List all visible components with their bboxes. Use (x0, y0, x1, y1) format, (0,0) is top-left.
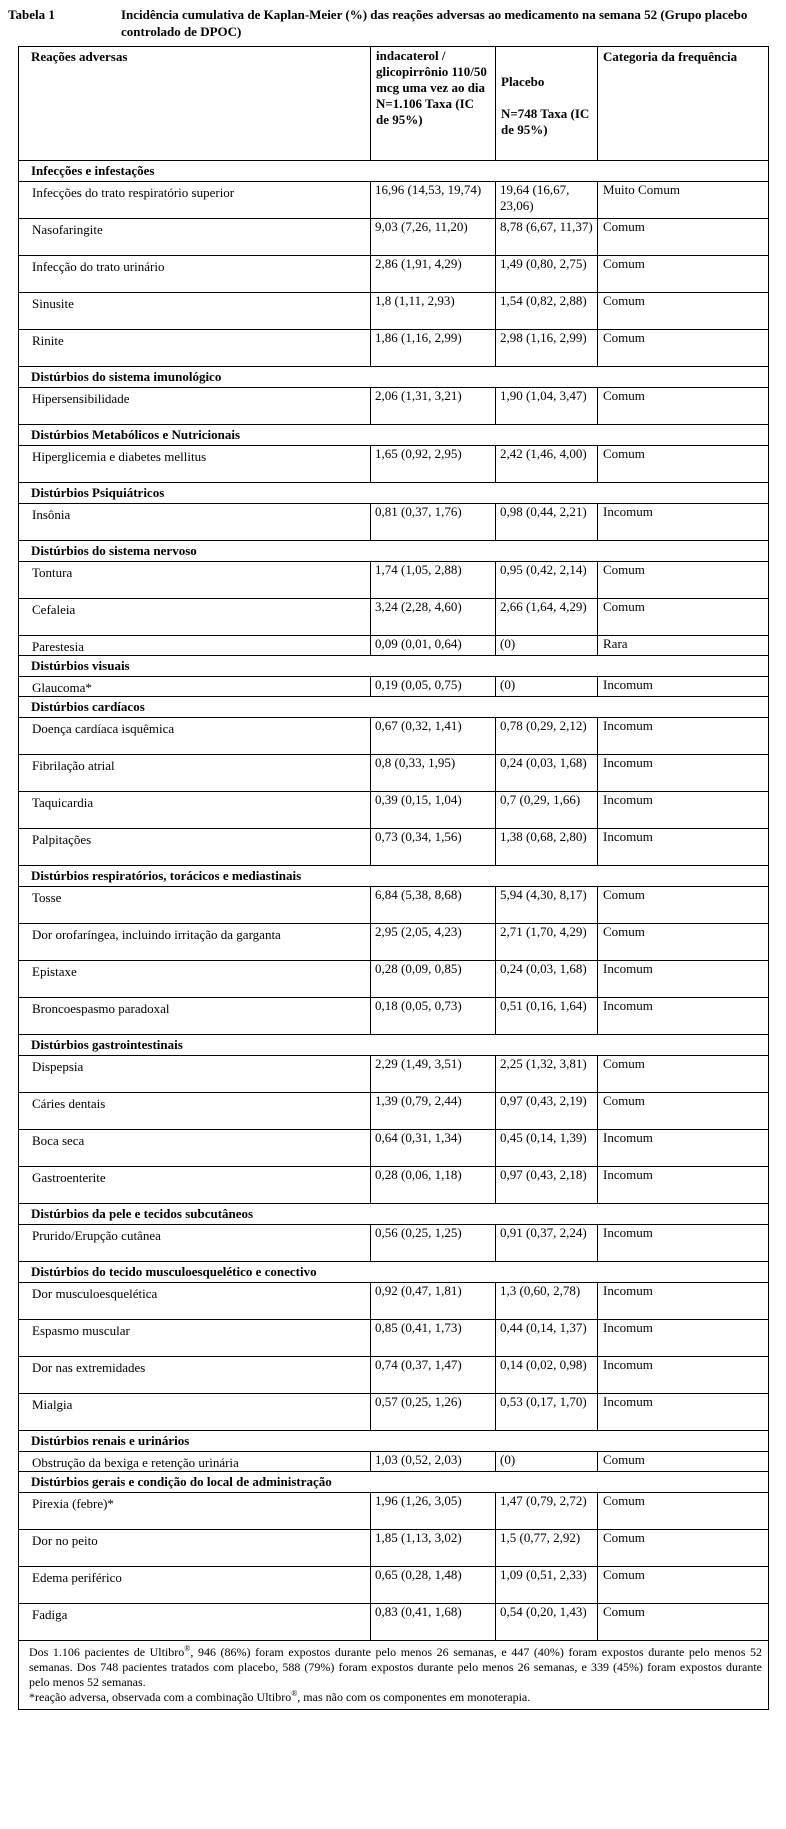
table-row (19, 755, 769, 792)
table-row (19, 961, 769, 998)
section-heading: Distúrbios respiratórios, torácicos e mediastinais (19, 866, 769, 887)
placebo-rate-cell: 0,91 (0,37, 2,24) (496, 1225, 598, 1262)
section-heading: Distúrbios da pele e tecidos subcutâneos (19, 1204, 769, 1225)
placebo-rate-cell: 0,97 (0,43, 2,19) (496, 1093, 598, 1130)
table-row (19, 1604, 769, 1641)
indacaterol-rate-cell: 3,24 (2,28, 4,60) (371, 599, 496, 636)
table-title: Incidência cumulativa de Kaplan-Meier (%) das reações adversas ao medicamento na semana 52 (Grupo placebo controlado de DPOC) (121, 7, 748, 39)
frequency-category-cell: Incomum (598, 1320, 769, 1357)
section-row (19, 425, 769, 446)
indacaterol-rate-cell: 0,83 (0,41, 1,68) (371, 1604, 496, 1641)
table-row (19, 256, 769, 293)
frequency-category-cell: Comum (598, 1604, 769, 1641)
placebo-rate-cell: 1,54 (0,82, 2,88) (496, 293, 598, 330)
adverse-reaction-cell: Hipersensibilidade (19, 388, 371, 425)
frequency-category-cell: Comum (598, 562, 769, 599)
adverse-reaction-cell: Obstrução da bexiga e retenção urinária (19, 1452, 371, 1472)
table-row (19, 1567, 769, 1604)
adverse-reaction-cell: Fibrilação atrial (19, 755, 371, 792)
adverse-reaction-cell: Espasmo muscular (19, 1320, 371, 1357)
placebo-rate-cell: 0,44 (0,14, 1,37) (496, 1320, 598, 1357)
frequency-category-cell: Comum (598, 1493, 769, 1530)
indacaterol-rate-cell: 0,57 (0,25, 1,26) (371, 1394, 496, 1431)
table-row (19, 219, 769, 256)
indacaterol-rate-cell: 0,85 (0,41, 1,73) (371, 1320, 496, 1357)
indacaterol-rate-cell: 2,95 (2,05, 4,23) (371, 924, 496, 961)
adverse-reaction-cell: Rinite (19, 330, 371, 367)
footnote-text-1: Dos 1.106 pacientes de Ultibro (29, 1645, 185, 1659)
placebo-rate-cell: 5,94 (4,30, 8,17) (496, 887, 598, 924)
section-row (19, 866, 769, 887)
frequency-category-cell: Comum (598, 924, 769, 961)
table-label: Tabela 1 (8, 7, 55, 22)
indacaterol-rate-cell: 0,65 (0,28, 1,48) (371, 1567, 496, 1604)
table-row (19, 1225, 769, 1262)
indacaterol-rate-cell: 0,92 (0,47, 1,81) (371, 1283, 496, 1320)
section-row (19, 697, 769, 718)
adverse-reaction-cell: Infecção do trato urinário (19, 256, 371, 293)
section-heading: Distúrbios do sistema nervoso (19, 541, 769, 562)
placebo-rate-cell: 0,98 (0,44, 2,21) (496, 504, 598, 541)
placebo-rate-cell: 1,09 (0,51, 2,33) (496, 1567, 598, 1604)
indacaterol-rate-cell: 2,29 (1,49, 3,51) (371, 1056, 496, 1093)
adverse-reaction-cell: Cáries dentais (19, 1093, 371, 1130)
indacaterol-rate-cell: 0,18 (0,05, 0,73) (371, 998, 496, 1035)
table-row (19, 829, 769, 866)
frequency-category-cell: Incomum (598, 998, 769, 1035)
frequency-category-cell: Incomum (598, 1167, 769, 1204)
frequency-category-cell: Incomum (598, 1225, 769, 1262)
table-row (19, 1493, 769, 1530)
adverse-reaction-cell: Infecções do trato respiratório superior (19, 182, 371, 219)
indacaterol-rate-cell: 0,39 (0,15, 1,04) (371, 792, 496, 829)
indacaterol-rate-cell: 0,56 (0,25, 1,25) (371, 1225, 496, 1262)
adverse-reaction-cell: Dor nas extremidades (19, 1357, 371, 1394)
section-heading: Distúrbios cardíacos (19, 697, 769, 718)
frequency-category-cell: Rara (598, 636, 769, 656)
table-footnote (19, 1641, 769, 1710)
placebo-rate-cell: 2,66 (1,64, 4,29) (496, 599, 598, 636)
frequency-category-cell: Comum (598, 1093, 769, 1130)
section-row (19, 483, 769, 504)
placebo-rate-cell: 0,24 (0,03, 1,68) (496, 961, 598, 998)
table-row (19, 446, 769, 483)
adverse-reaction-cell: Glaucoma* (19, 677, 371, 697)
placebo-rate-cell: 0,95 (0,42, 2,14) (496, 562, 598, 599)
table-row (19, 599, 769, 636)
table-row (19, 330, 769, 367)
frequency-category-cell: Comum (598, 330, 769, 367)
frequency-category-cell: Incomum (598, 677, 769, 697)
indacaterol-rate-cell: 1,39 (0,79, 2,44) (371, 1093, 496, 1130)
adverse-reaction-cell: Hiperglicemia e diabetes mellitus (19, 446, 371, 483)
indacaterol-rate-cell: 0,74 (0,37, 1,47) (371, 1357, 496, 1394)
header-placebo-name: Placebo (501, 74, 545, 89)
table-row (19, 293, 769, 330)
adverse-reaction-cell: Insônia (19, 504, 371, 541)
frequency-category-cell: Comum (598, 1056, 769, 1093)
section-heading: Distúrbios do sistema imunológico (19, 367, 769, 388)
table-row (19, 1056, 769, 1093)
table-row (19, 1167, 769, 1204)
adverse-reaction-cell: Dor musculoesquelética (19, 1283, 371, 1320)
section-heading: Distúrbios gastrointestinais (19, 1035, 769, 1056)
frequency-category-cell: Comum (598, 887, 769, 924)
frequency-category-cell: Incomum (598, 1394, 769, 1431)
table-row (19, 504, 769, 541)
section-heading: Infecções e infestações (19, 161, 769, 182)
adverse-reaction-cell: Dor no peito (19, 1530, 371, 1567)
indacaterol-rate-cell: 1,96 (1,26, 3,05) (371, 1493, 496, 1530)
footnote-text-2: , 946 (86%) foram expostos durante pelo menos 26 semanas, e 447 (40%) foram expostos durante pelo menos 52 semanas. Dos 748 pacientes tratados com placebo, 588 (79%) foram expostos durante pelo menos 26 semanas, e 339 (45%) foram expostos durante pelo menos 52 semanas. (29, 1645, 762, 1689)
indacaterol-rate-cell: 0,28 (0,09, 0,85) (371, 961, 496, 998)
placebo-rate-cell: 0,54 (0,20, 1,43) (496, 1604, 598, 1641)
placebo-rate-cell: 2,98 (1,16, 2,99) (496, 330, 598, 367)
section-row (19, 656, 769, 677)
table-row (19, 924, 769, 961)
placebo-rate-cell: 0,78 (0,29, 2,12) (496, 718, 598, 755)
adverse-reaction-cell: Palpitações (19, 829, 371, 866)
indacaterol-rate-cell: 0,19 (0,05, 0,75) (371, 677, 496, 697)
adverse-reaction-cell: Sinusite (19, 293, 371, 330)
placebo-rate-cell: 8,78 (6,67, 11,37) (496, 219, 598, 256)
adverse-reaction-cell: Dispepsia (19, 1056, 371, 1093)
adverse-reaction-cell: Cefaleia (19, 599, 371, 636)
frequency-category-cell: Comum (598, 446, 769, 483)
section-heading: Distúrbios Metabólicos e Nutricionais (19, 425, 769, 446)
adverse-reaction-cell: Prurido/Erupção cutânea (19, 1225, 371, 1262)
placebo-rate-cell: 2,42 (1,46, 4,00) (496, 446, 598, 483)
adverse-reaction-cell: Nasofaringite (19, 219, 371, 256)
indacaterol-rate-cell: 0,8 (0,33, 1,95) (371, 755, 496, 792)
section-row (19, 1262, 769, 1283)
indacaterol-rate-cell: 0,64 (0,31, 1,34) (371, 1130, 496, 1167)
table-row (19, 1394, 769, 1431)
section-row (19, 161, 769, 182)
table-caption (8, 6, 778, 40)
placebo-rate-cell: 19,64 (16,67, 23,06) (496, 182, 598, 219)
table-row (19, 998, 769, 1035)
indacaterol-rate-cell: 2,86 (1,91, 4,29) (371, 256, 496, 293)
indacaterol-rate-cell: 1,8 (1,11, 2,93) (371, 293, 496, 330)
table-row (19, 388, 769, 425)
indacaterol-rate-cell: 0,73 (0,34, 1,56) (371, 829, 496, 866)
adverse-reaction-cell: Gastroenterite (19, 1167, 371, 1204)
section-heading: Distúrbios do tecido musculoesquelético e conectivo (19, 1262, 769, 1283)
indacaterol-rate-cell: 0,67 (0,32, 1,41) (371, 718, 496, 755)
adverse-reaction-cell: Epistaxe (19, 961, 371, 998)
table-row (19, 1357, 769, 1394)
adverse-reaction-cell: Parestesia (19, 636, 371, 656)
indacaterol-rate-cell: 0,09 (0,01, 0,64) (371, 636, 496, 656)
adverse-reaction-cell: Dor orofaríngea, incluindo irritação da garganta (19, 924, 371, 961)
indacaterol-rate-cell: 1,74 (1,05, 2,88) (371, 562, 496, 599)
indacaterol-rate-cell: 1,85 (1,13, 3,02) (371, 1530, 496, 1567)
section-row (19, 1035, 769, 1056)
section-heading: Distúrbios Psiquiátricos (19, 483, 769, 504)
adverse-reaction-cell: Mialgia (19, 1394, 371, 1431)
frequency-category-cell: Incomum (598, 829, 769, 866)
frequency-category-cell: Comum (598, 599, 769, 636)
adverse-reaction-cell: Broncoespasmo paradoxal (19, 998, 371, 1035)
header-adverse-reactions: Reações adversas (19, 47, 371, 161)
frequency-category-cell: Comum (598, 1567, 769, 1604)
indacaterol-rate-cell: 2,06 (1,31, 3,21) (371, 388, 496, 425)
placebo-rate-cell: 1,49 (0,80, 2,75) (496, 256, 598, 293)
indacaterol-rate-cell: 0,81 (0,37, 1,76) (371, 504, 496, 541)
placebo-rate-cell: 1,90 (1,04, 3,47) (496, 388, 598, 425)
frequency-category-cell: Comum (598, 1452, 769, 1472)
registered-mark: ® (184, 1644, 191, 1653)
placebo-rate-cell: 1,38 (0,68, 2,80) (496, 829, 598, 866)
frequency-category-cell: Incomum (598, 961, 769, 998)
frequency-category-cell: Comum (598, 219, 769, 256)
adverse-reaction-cell: Edema periférico (19, 1567, 371, 1604)
frequency-category-cell: Muito Comum (598, 182, 769, 219)
table-row (19, 182, 769, 219)
adverse-reaction-cell: Tontura (19, 562, 371, 599)
frequency-category-cell: Incomum (598, 755, 769, 792)
indacaterol-rate-cell: 6,84 (5,38, 8,68) (371, 887, 496, 924)
table-row (19, 718, 769, 755)
frequency-category-cell: Incomum (598, 1130, 769, 1167)
table-row (19, 1530, 769, 1567)
adverse-reactions-table (18, 46, 769, 1710)
placebo-rate-cell: 0,51 (0,16, 1,64) (496, 998, 598, 1035)
indacaterol-rate-cell: 1,03 (0,52, 2,03) (371, 1452, 496, 1472)
placebo-rate-cell: (0) (496, 677, 598, 697)
frequency-category-cell: Incomum (598, 718, 769, 755)
table-row (19, 1093, 769, 1130)
section-row (19, 1472, 769, 1493)
frequency-category-cell: Comum (598, 256, 769, 293)
table-row (19, 677, 769, 697)
indacaterol-rate-cell: 16,96 (14,53, 19,74) (371, 182, 496, 219)
indacaterol-rate-cell: 1,65 (0,92, 2,95) (371, 446, 496, 483)
frequency-category-cell: Incomum (598, 1357, 769, 1394)
adverse-reaction-cell: Taquicardia (19, 792, 371, 829)
section-heading: Distúrbios visuais (19, 656, 769, 677)
table-row (19, 792, 769, 829)
placebo-rate-cell: 1,3 (0,60, 2,78) (496, 1283, 598, 1320)
section-row (19, 367, 769, 388)
placebo-rate-cell: 0,24 (0,03, 1,68) (496, 755, 598, 792)
table-row (19, 1320, 769, 1357)
footnote-text-4: , mas não com os componentes em monoterapia. (297, 1690, 531, 1704)
section-row (19, 1204, 769, 1225)
header-placebo (496, 47, 598, 161)
adverse-reaction-cell: Boca seca (19, 1130, 371, 1167)
table-body (19, 161, 769, 1641)
footnote-text-3: *reação adversa, observada com a combinação Ultibro (29, 1690, 292, 1704)
placebo-rate-cell: (0) (496, 636, 598, 656)
table-row (19, 887, 769, 924)
placebo-rate-cell: 1,47 (0,79, 2,72) (496, 1493, 598, 1530)
indacaterol-rate-cell: 1,86 (1,16, 2,99) (371, 330, 496, 367)
table-row (19, 636, 769, 656)
placebo-rate-cell: (0) (496, 1452, 598, 1472)
section-row (19, 541, 769, 562)
placebo-rate-cell: 2,25 (1,32, 3,81) (496, 1056, 598, 1093)
placebo-rate-cell: 0,7 (0,29, 1,66) (496, 792, 598, 829)
placebo-rate-cell: 0,14 (0,02, 0,98) (496, 1357, 598, 1394)
frequency-category-cell: Incomum (598, 1283, 769, 1320)
adverse-reaction-cell: Fadiga (19, 1604, 371, 1641)
frequency-category-cell: Comum (598, 293, 769, 330)
adverse-reaction-cell: Pirexia (febre)* (19, 1493, 371, 1530)
frequency-category-cell: Comum (598, 1530, 769, 1567)
frequency-category-cell: Incomum (598, 792, 769, 829)
table-row (19, 1283, 769, 1320)
section-heading: Distúrbios renais e urinários (19, 1431, 769, 1452)
indacaterol-rate-cell: 0,28 (0,06, 1,18) (371, 1167, 496, 1204)
section-row (19, 1431, 769, 1452)
section-heading: Distúrbios gerais e condição do local de administração (19, 1472, 769, 1493)
placebo-rate-cell: 0,53 (0,17, 1,70) (496, 1394, 598, 1431)
placebo-rate-cell: 0,45 (0,14, 1,39) (496, 1130, 598, 1167)
table-row (19, 1130, 769, 1167)
indacaterol-rate-cell: 9,03 (7,26, 11,20) (371, 219, 496, 256)
header-frequency-category: Categoria da frequência (598, 47, 769, 161)
frequency-category-cell: Comum (598, 388, 769, 425)
header-indacaterol: indacaterol / glicopirrônio 110/50 mcg uma vez ao dia N=1.106 Taxa (IC de 95%) (371, 47, 496, 161)
table-row (19, 562, 769, 599)
frequency-category-cell: Incomum (598, 504, 769, 541)
placebo-rate-cell: 2,71 (1,70, 4,29) (496, 924, 598, 961)
header-placebo-stats: N=748 Taxa (IC de 95%) (501, 106, 590, 137)
registered-mark: ® (291, 1689, 298, 1698)
placebo-rate-cell: 1,5 (0,77, 2,92) (496, 1530, 598, 1567)
adverse-reaction-cell: Doença cardíaca isquêmica (19, 718, 371, 755)
adverse-reaction-cell: Tosse (19, 887, 371, 924)
table-row (19, 1452, 769, 1472)
placebo-rate-cell: 0,97 (0,43, 2,18) (496, 1167, 598, 1204)
